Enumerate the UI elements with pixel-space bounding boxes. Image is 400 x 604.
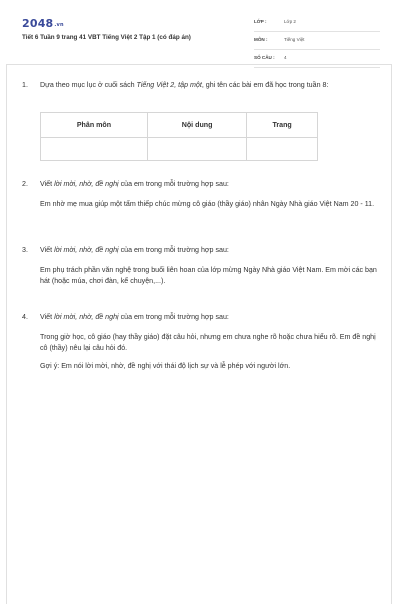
question-4 [22, 312, 382, 372]
question-text: Dựa theo mục lục ở cuối sách Tiếng Việt 2, tập một, ghi tên các bài em đã học trong tuần 8: [40, 81, 329, 89]
meta-value: 4 [284, 55, 287, 60]
table-row [41, 138, 318, 161]
table-header-row [41, 113, 318, 138]
question-number: 3. [22, 246, 28, 254]
question-3 [22, 245, 382, 288]
answer-paragraph: Trong giờ học, cô giáo (hay thầy giáo) đặt câu hỏi, nhưng em chưa nghe rõ hoặc chưa hiểu rõ. Em đề nghị cô (thầy) nêu lại câu hỏi đó. [40, 332, 376, 352]
hint-paragraph: Gợi ý: Em nói lời mời, nhờ, đề nghị với thái độ lịch sự và lễ phép với người lớn. [40, 361, 291, 370]
question-number: 1. [22, 81, 28, 89]
table-cell [41, 138, 148, 161]
meta-label: LỚP : [254, 19, 267, 24]
table-header-cell: Trang [247, 113, 318, 138]
site-logo[interactable]: 2048.vn [22, 17, 64, 30]
table-header-cell: Nội dung [147, 113, 246, 138]
lesson-table [40, 112, 318, 161]
question-number: 2. [22, 180, 28, 188]
meta-row-subject [254, 34, 380, 50]
question-text: Viết lời mời, nhờ, đề nghị của em trong mỗi trường hợp sau: [40, 313, 229, 321]
meta-value: Lớp 2 [284, 19, 296, 24]
answer-text [40, 332, 382, 373]
page-title: Tiết 6 Tuần 9 trang 41 VBT Tiếng Việt 2 Tập 1 (có đáp án) [22, 34, 191, 41]
meta-info [254, 16, 380, 70]
question-text: Viết lời mời, nhờ, đề nghị của em trong mỗi trường hợp sau: [40, 246, 229, 254]
meta-value: Tiếng Việt [284, 37, 305, 42]
answer-text: Em nhờ mẹ mua giúp một tấm thiếp chúc mừng cô giáo (thầy giáo) nhân Ngày Nhà giáo Việt Nam 20 - 11. [40, 199, 375, 208]
page-header [0, 0, 400, 60]
meta-row-class [254, 16, 380, 32]
meta-label: SỐ CÂU : [254, 55, 275, 60]
question-1 [22, 80, 382, 92]
question-text: Viết lời mời, nhờ, đề nghị của em trong mỗi trường hợp sau: [40, 180, 229, 188]
question-number: 4. [22, 313, 28, 321]
answer-text: Em phụ trách phần văn nghệ trong buổi liên hoan của lớp mừng Ngày Nhà giáo Việt Nam. Em mời các bạn hát (hoặc múa, chơi đàn, kể chuyện,...). [40, 265, 377, 285]
table-header-cell: Phân môn [41, 113, 148, 138]
table-cell [247, 138, 318, 161]
meta-label: MÔN : [254, 37, 268, 42]
question-2 [22, 179, 382, 210]
table-cell [147, 138, 246, 161]
